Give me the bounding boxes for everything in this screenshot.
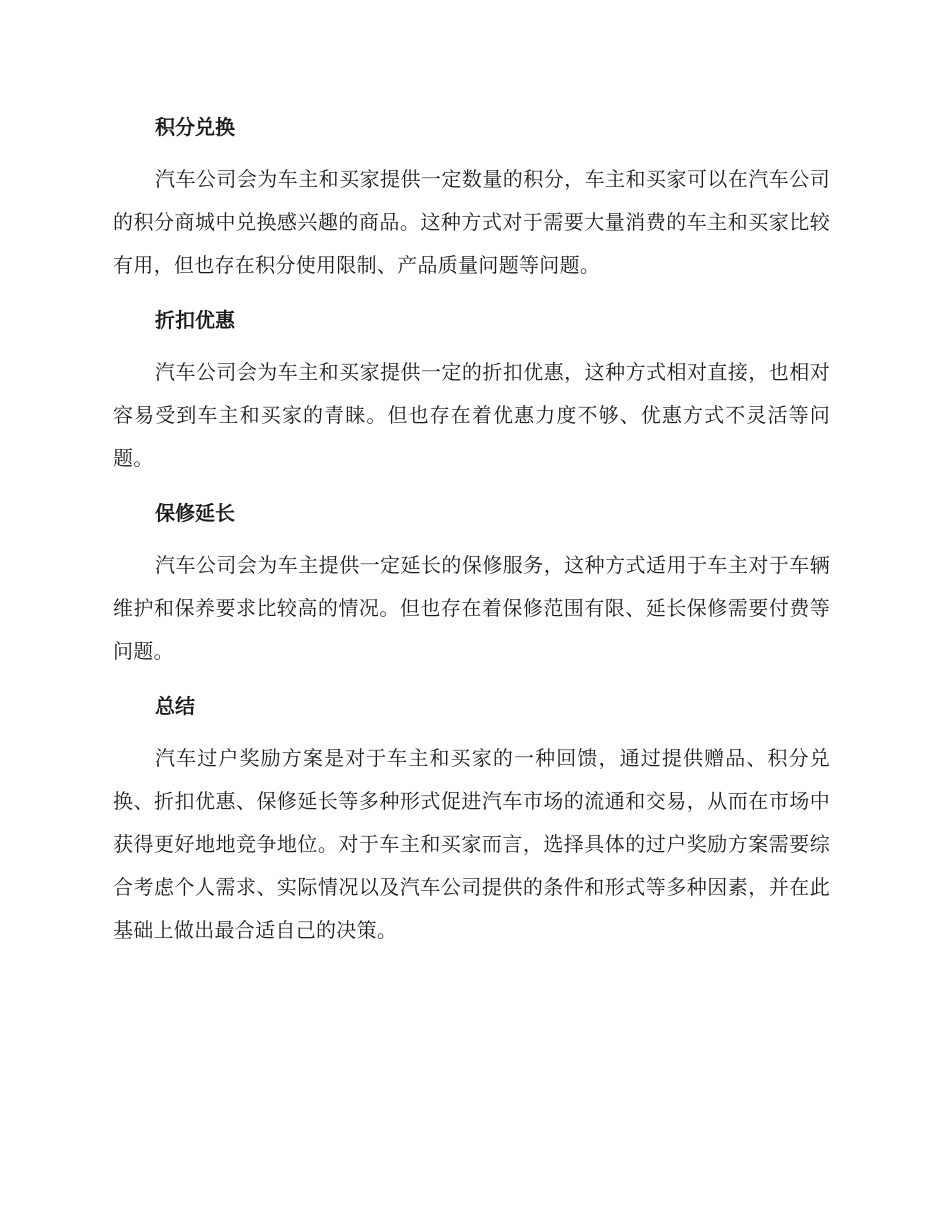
section-summary: [113, 688, 830, 952]
section-discount: [113, 302, 830, 480]
section-heading: 总结: [155, 694, 195, 718]
section-paragraph: 汽车公司会为车主和买家提供一定数量的积分，车主和买家可以在汽车公司的积分商城中兑换感兴趣的商品。这种方式对于需要大量消费的车主和买家比较有用，但也存在积分使用限制、产品质量问题等问题。: [113, 167, 830, 277]
section-points-exchange: [113, 109, 830, 287]
section-heading: 保修延长: [155, 501, 235, 525]
section-heading: 折扣优惠: [155, 308, 235, 332]
section-heading: 积分兑换: [155, 115, 235, 139]
document-content: [113, 109, 830, 967]
section-paragraph: 汽车过户奖励方案是对于车主和买家的一种回馈，通过提供赠品、积分兑换、折扣优惠、保修延长等多种形式促进汽车市场的流通和交易，从而在市场中获得更好地地竞争地位。对于车主和买家而言，选择具体的过户奖励方案需要综合考虑个人需求、实际情况以及汽车公司提供的条件和形式等多种因素，并在此基础上做出最合适自己的决策。: [113, 746, 830, 942]
section-warranty-extension: [113, 495, 830, 673]
section-paragraph: 汽车公司会为车主和买家提供一定的折扣优惠，这种方式相对直接，也相对容易受到车主和买家的青睐。但也存在着优惠力度不够、优惠方式不灵活等问题。: [113, 360, 830, 470]
section-paragraph: 汽车公司会为车主提供一定延长的保修服务，这种方式适用于车主对于车辆维护和保养要求比较高的情况。但也存在着保修范围有限、延长保修需要付费等问题。: [113, 553, 830, 663]
